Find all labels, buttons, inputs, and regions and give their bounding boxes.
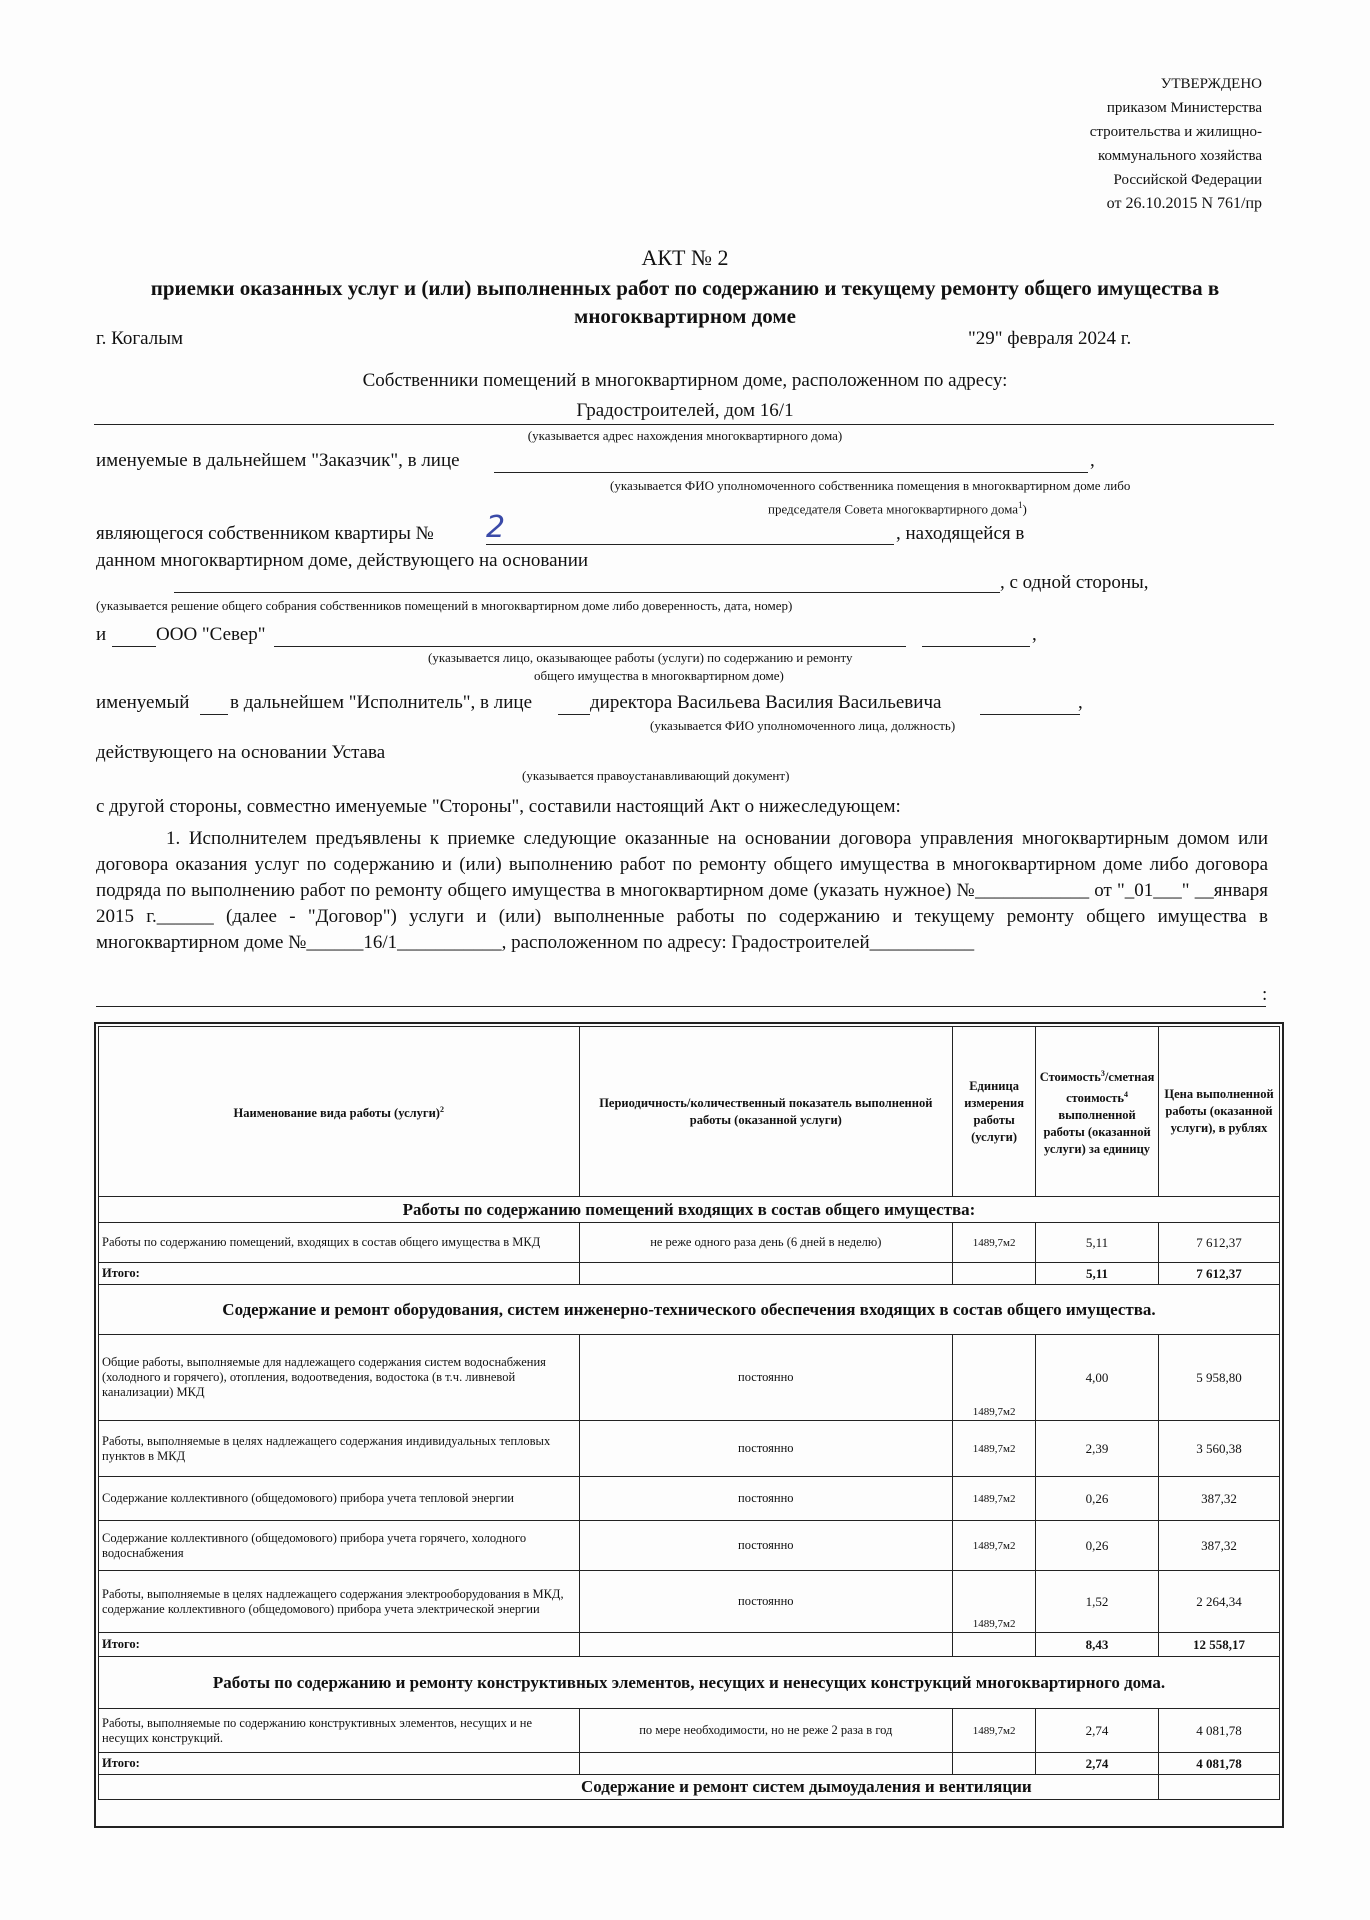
work-price: 2 264,34 — [1159, 1571, 1280, 1633]
contractor-person: директора Васильева Василия Васильевича — [590, 692, 942, 713]
act-city: г. Когалым — [96, 328, 184, 349]
total-empty — [579, 1263, 953, 1285]
work-cost: 2,74 — [1036, 1709, 1159, 1753]
act-date: "29" февраля 2024 г. — [968, 328, 1132, 349]
total-empty — [953, 1263, 1036, 1285]
approval-line: Российской Федерации — [1113, 172, 1262, 188]
clause-1-text-2: от "_01___" __января 2015 г.______ (далее - "Договор") услуги и (или) выполненные работы по содержанию и текущему ремонту общего имущества в многоквартирном доме №______16/1___________, расположенном по адресу: Градостроителей___________ — [96, 880, 1268, 953]
work-period: по мере необходимости, но не реже 2 раза в год — [579, 1709, 953, 1753]
work-period: постоянно — [579, 1421, 953, 1477]
work-name: Работы, выполняемые в целях надлежащего содержания индивидуальных тепловых пунктов в МКД — [99, 1421, 580, 1477]
work-name: Содержание коллективного (общедомового) прибора учета горячего, холодного водоснабжения — [99, 1521, 580, 1571]
work-cost: 0,26 — [1036, 1521, 1159, 1571]
total-label: Итого: — [99, 1263, 580, 1285]
total-price: 7 612,37 — [1159, 1263, 1280, 1285]
work-unit: 1489,7м2 — [953, 1709, 1036, 1753]
customer-hint: (указывается ФИО уполномоченного собственника помещения в многоквартирном доме либо — [610, 478, 1131, 493]
work-cost: 1,52 — [1036, 1571, 1159, 1633]
contractor-name: ООО "Север" — [156, 624, 266, 645]
work-unit: 1489,7м2 — [953, 1571, 1036, 1633]
work-name: Содержание коллективного (общедомового) прибора учета тепловой энергии — [99, 1477, 580, 1521]
work-unit: 1489,7м2 — [953, 1421, 1036, 1477]
total-cost: 5,11 — [1036, 1263, 1159, 1285]
work-price: 3 560,38 — [1159, 1421, 1280, 1477]
acting-text: действующего на основании Устава — [96, 742, 386, 763]
address-line — [96, 1006, 1266, 1007]
person-blank-right — [980, 714, 1080, 715]
footnote-ref: 3 — [1100, 1068, 1105, 1078]
work-name: Общие работы, выполняемые для надлежащего содержания систем водоснабжения (холодного и горячего), отопления, водоотведения, водостока (в т.ч. ливневой канализации) МКД — [99, 1335, 580, 1421]
work-price: 5 958,80 — [1159, 1335, 1280, 1421]
work-period: постоянно — [579, 1335, 953, 1421]
apartment-number-handwritten: 2 — [486, 510, 506, 545]
person-comma: , — [1078, 692, 1083, 713]
work-price: 4 081,78 — [1159, 1709, 1280, 1753]
work-cost: 5,11 — [1036, 1223, 1159, 1263]
work-unit: 1489,7м2 — [953, 1477, 1036, 1521]
approval-line: строительства и жилищно- — [1089, 124, 1262, 140]
basis-hint: (указывается решение общего собрания собственников помещений в многоквартирном доме либо доверенность, дата, номер) — [96, 598, 793, 613]
work-period: постоянно — [579, 1521, 953, 1571]
work-price: 387,32 — [1159, 1521, 1280, 1571]
section-row — [99, 1657, 1280, 1709]
section-row — [99, 1775, 1280, 1800]
work-price: 387,32 — [1159, 1477, 1280, 1521]
approval-block — [1090, 72, 1262, 216]
work-cost: 2,39 — [1036, 1421, 1159, 1477]
work-cost: 4,00 — [1036, 1335, 1159, 1421]
table-header-row — [99, 1027, 1280, 1197]
footnote-ref: 4 — [1123, 1090, 1128, 1099]
total-empty — [579, 1753, 953, 1775]
work-period: постоянно — [579, 1571, 953, 1633]
footnote-ref: 1 — [1017, 500, 1023, 510]
address-hint: (указывается адрес нахождения многоквартирного дома) — [527, 428, 843, 443]
customer-hint-close: ) — [1022, 501, 1027, 517]
address-colon: : — [1262, 984, 1268, 1005]
total-row — [99, 1633, 1280, 1657]
table-row — [99, 1223, 1280, 1263]
named-blank — [200, 714, 228, 715]
contractor-hint: (указывается лицо, оказывающее работы (услуги) по содержанию и ремонту — [428, 650, 853, 665]
and-text: и — [96, 624, 107, 645]
contractor-comma: , — [1032, 624, 1037, 645]
section-title: Работы по содержанию помещений входящих в состав общего имущества: — [99, 1197, 1280, 1223]
contract-number-blank: ____________ — [975, 880, 1090, 901]
customer-hint-text: председателя Совета многоквартирного дома — [768, 501, 1018, 517]
total-price: 4 081,78 — [1159, 1753, 1280, 1775]
header-cost-b: /сметная стоимость — [1066, 1070, 1155, 1106]
total-empty — [953, 1633, 1036, 1657]
basis-blank — [174, 592, 1000, 593]
section-title: Работы по содержанию и ремонту конструктивных элементов, несущих и ненесущих конструкций многоквартирного дома. — [99, 1657, 1280, 1709]
customer-hint-2 — [768, 500, 1027, 517]
work-name: Работы, выполняемые по содержанию конструктивных элементов, несущих и не несущих конструкций. — [99, 1709, 580, 1753]
work-period: постоянно — [579, 1477, 953, 1521]
total-empty — [953, 1753, 1036, 1775]
table-row — [99, 1571, 1280, 1633]
apartment-blank — [486, 544, 894, 545]
work-period: не реже одного раза день (6 дней в неделю) — [579, 1223, 953, 1263]
section-title: Содержание и ремонт оборудования, систем инженерно-технического обеспечения входящих в состав общего имущества. — [99, 1285, 1280, 1335]
work-price: 7 612,37 — [1159, 1223, 1280, 1263]
table-row — [99, 1477, 1280, 1521]
total-row — [99, 1263, 1280, 1285]
total-cost: 8,43 — [1036, 1633, 1159, 1657]
approval-line: от 26.10.2015 N 761/пр — [1106, 195, 1262, 212]
customer-blank — [494, 472, 1088, 473]
owners-address: Градостроителей, дом 16/1 — [576, 400, 794, 421]
apartment-located: , находящейся в — [896, 523, 1025, 544]
total-empty — [579, 1633, 953, 1657]
acting-hint: (указывается правоустанавливающий документ) — [522, 768, 790, 783]
parties-text: с другой стороны, совместно именуемые "Стороны", составили настоящий Акт о нижеследующем: — [96, 796, 901, 817]
header-work-name — [99, 1027, 580, 1197]
header-unit: Единица измерения работы (услуги) — [953, 1027, 1036, 1197]
customer-label: именуемые в дальнейшем "Заказчик", в лице — [96, 450, 460, 471]
person-hint: (указывается ФИО уполномоченного лица, должность) — [650, 718, 956, 733]
header-cost-a: Стоимость — [1039, 1070, 1101, 1084]
person-blank-left — [558, 714, 590, 715]
and-blank — [112, 646, 156, 647]
named-label: именуемый — [96, 692, 190, 713]
clause-1 — [96, 826, 1268, 956]
header-price: Цена выполненной работы (оказанной услуги), в рублях — [1159, 1027, 1280, 1197]
total-label: Итого: — [99, 1753, 580, 1775]
footnote-ref: 2 — [439, 1104, 444, 1114]
one-side-text: , с одной стороны, — [1000, 572, 1149, 593]
header-cost-c: выполненной работы (оказанной услуги) за единицу — [1043, 1108, 1151, 1157]
table-row — [99, 1709, 1280, 1753]
works-table — [98, 1026, 1280, 1800]
contractor-blank — [274, 646, 906, 647]
work-name: Работы по содержанию помещений, входящих в состав общего имущества в МКД — [99, 1223, 580, 1263]
header-cost — [1036, 1027, 1159, 1197]
act-title: приемки оказанных услуг и (или) выполненных работ по содержанию и текущему ремонту общего имущества в многоквартирном доме — [150, 276, 1220, 328]
section-empty — [1159, 1775, 1280, 1800]
contractor-blank-2 — [922, 646, 1030, 647]
approval-line: приказом Министерства — [1106, 100, 1262, 116]
work-cost: 0,26 — [1036, 1477, 1159, 1521]
apartment-label: являющегося собственником квартиры № — [96, 523, 434, 544]
section-title: Содержание и ремонт систем дымоудаления и вентиляции — [579, 1775, 1159, 1800]
owners-intro: Собственники помещений в многоквартирном доме, расположенном по адресу: — [362, 370, 1008, 391]
contractor-hint-2: общего имущества в многоквартирном доме) — [534, 668, 784, 683]
total-price: 12 558,17 — [1159, 1633, 1280, 1657]
header-work-name-text: Наименование вида работы (услуги) — [233, 1106, 440, 1121]
table-row — [99, 1521, 1280, 1571]
header-period: Периодичность/количественный показатель выполненной работы (оказанной услуги) — [579, 1027, 953, 1197]
work-unit: 1489,7м2 — [953, 1335, 1036, 1421]
act-number: АКТ № 2 — [641, 245, 729, 270]
customer-comma: , — [1090, 450, 1095, 471]
work-unit: 1489,7м2 — [953, 1521, 1036, 1571]
approval-line: УТВЕРЖДЕНО — [1160, 76, 1262, 92]
approval-line: коммунального хозяйства — [1098, 148, 1262, 164]
total-label: Итого: — [99, 1633, 580, 1657]
address-underline — [94, 424, 1274, 425]
work-name: Работы, выполняемые в целях надлежащего содержания электрооборудования в МКД, содержание коллективного (общедомового) прибора учета электрической энергии — [99, 1571, 580, 1633]
table-row — [99, 1335, 1280, 1421]
section-row — [99, 1285, 1280, 1335]
section-empty — [99, 1775, 580, 1800]
clause-1-text: 1. Исполнителем предъявлены к приемке следующие оказанные на основании договора управления многоквартирным домом или договора оказания услуг по содержанию и (или) выполнению работ по ремонту общего имущества в многоквартирном доме либо договора подряда по выполнению работ по ремонту общего имущества в многоквартирном доме (указать нужное) № — [96, 828, 1268, 901]
table-row — [99, 1421, 1280, 1477]
named-text: в дальнейшем "Исполнитель", в лице — [230, 692, 532, 713]
work-unit: 1489,7м2 — [953, 1223, 1036, 1263]
total-row — [99, 1753, 1280, 1775]
basis-label: данном многоквартирном доме, действующего на основании — [96, 550, 589, 571]
section-row — [99, 1197, 1280, 1223]
total-cost: 2,74 — [1036, 1753, 1159, 1775]
